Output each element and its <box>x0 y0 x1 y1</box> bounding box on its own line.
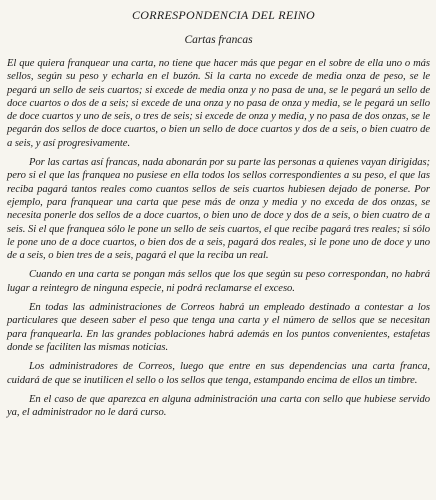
paragraph-2: Por las cartas así francas, nada abonarán por su parte las personas a quienes vayan dirigidas; pero si el que las franquea no pusiese en ella todos los sellos correspondientes a su peso, el que las reciba pagará tantos reales como cuantos sellos de seis cuartos hubiesen dejado de ponerse. Por ejemplo, para franquear una carta que pese más de onza y media y no exceda de dos onzas, se necesita ponerle dos sellos de a doce cuartos, o bien uno de doce y dos de a seis, o bien cuatro de a seis. Si el que franquea sólo le pone un sello de seis cuartos, el que recibe pagará tres reales; si sólo le pone uno de a doce cuartos, o bien dos de a seis, pagará dos reales, si le pone uno de doce y uno de a seis, o bien tres de a seis, pagará el que la reciba un real. <box>7 157 430 262</box>
paragraph-6: En el caso de que aparezca en alguna administración una carta con sello que hubiese servido ya, el administrador no le dará curso. <box>7 393 430 419</box>
paragraph-4: En todas las administraciones de Correos habrá un empleado destinado a contestar a los particulares que deseen saber el peso que tenga una carta y el número de sellos que se necesitan para franquearla. En las grandes poblaciones habrá además en los puntos convenientes, estafetas donde se faciliten las mismas noticias. <box>7 302 430 353</box>
paragraph-3: Cuando en una carta se pongan más sellos que los que según su peso correspondan, no habrá lugar a reintegro de ninguna especie, ni podrá reclamarse el exceso. <box>7 269 430 294</box>
page-title: CORRESPONDENCIA DEL REINO <box>131 8 316 22</box>
page-subtitle: Cartas francas <box>184 34 253 46</box>
paragraph-1: El que quiera franquear una carta, no tiene que hacer más que pegar en el sobre de ella uno o más sellos, según su peso y echarla en el buzón. Si la carta no excede de media onza de peso, se le pegará un sello de seis cuartos; si excede de media onza y no pasa de una, se le pegará un sello de doce cuartos o dos de a seis; si excede de una onza y no pasa de onza y media, se le pegará un sello de doce cuartos y uno de seis, o tres de seis; si excede de onza y media, y no pasa de dos onzas, se le pegarán dos sellos de doce cuartos, o bien un sello de doce cuartos y dos de a seis, o bien cuatro de a seis, y así progresivamente. <box>7 58 430 149</box>
paragraph-5: Los administradores de Correos, luego que entre en sus dependencias una carta franca, cuidará de que se inutilicen el sello o los sellos que tenga, estampando encima de ellos un timbre. <box>7 361 430 386</box>
